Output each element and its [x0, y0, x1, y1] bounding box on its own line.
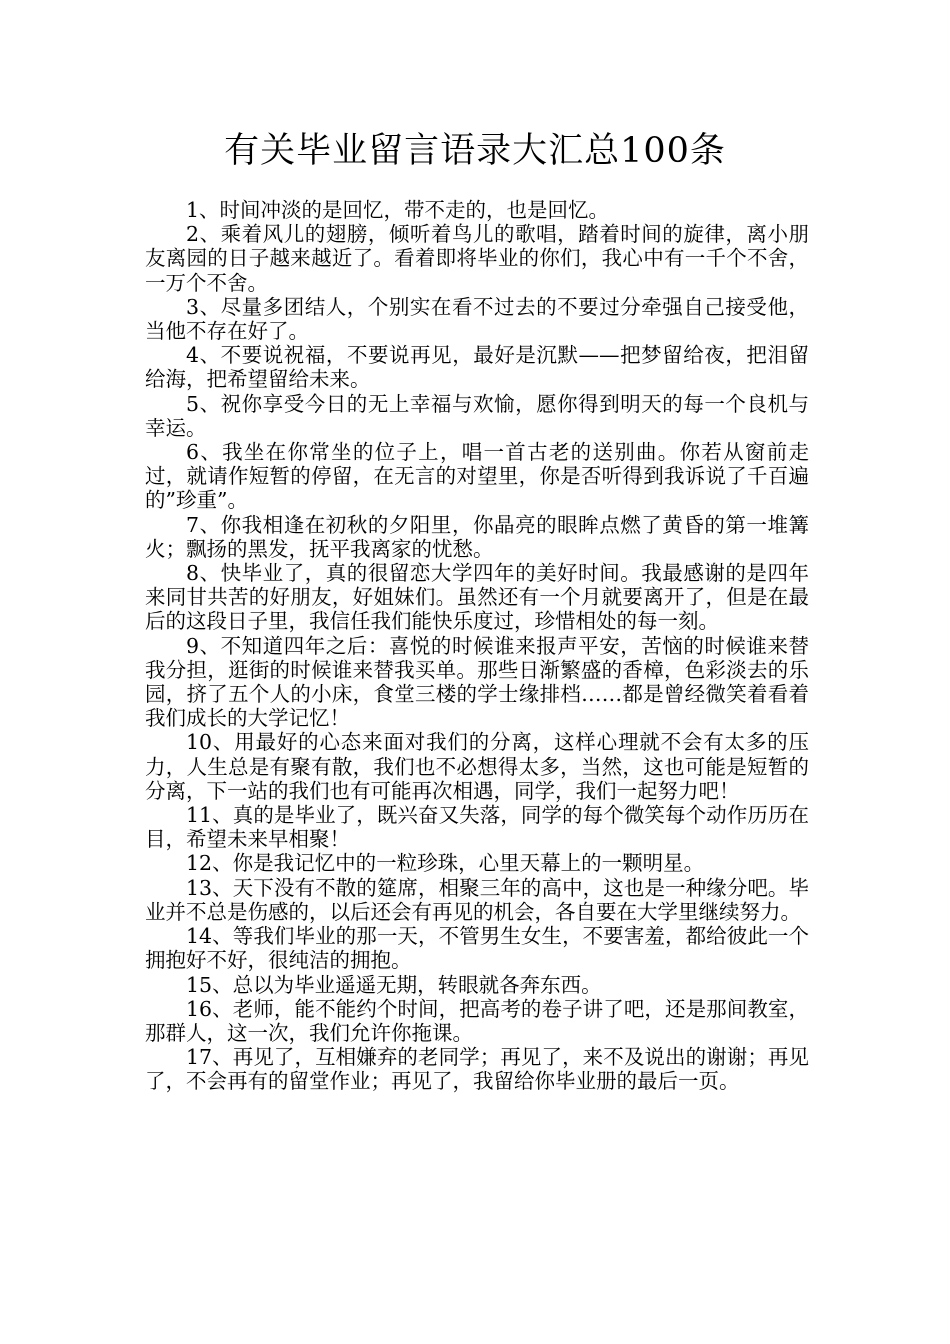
paragraph: 9、不知道四年之后：喜悦的时候谁来报声平安，苦恼的时候谁来替我分担，逛街的时候谁来替我买单。那些日渐繁盛的香樟，色彩淡去的乐园，挤了五个人的小床，食堂三楼的学士缘排档……都是曾经微笑着看着我们成长的大学记忆！: [145, 633, 809, 731]
paragraph: 6、我坐在你常坐的位子上，唱一首古老的送别曲。你若从窗前走过，就请作短暂的停留，在无言的对望里，你是否听得到我诉说了千百遍的”珍重”。: [145, 440, 809, 513]
paragraph: 10、用最好的心态来面对我们的分离，这样心理就不会有太多的压力，人生总是有聚有散，我们也不必想得太多，当然，这也可能是短暂的分离，下一站的我们也有可能再次相遇，同学，我们一起努力吧！: [145, 730, 809, 803]
paragraph: 5、祝你享受今日的无上幸福与欢愉，愿你得到明天的每一个良机与幸运。: [145, 391, 809, 440]
paragraph: 14、等我们毕业的那一天，不管男生女生，不要害羞，都给彼此一个拥抱好不好，很纯洁的拥抱。: [145, 924, 809, 973]
paragraph: 7、你我相逢在初秋的夕阳里，你晶亮的眼眸点燃了黄昏的第一堆篝火；飘扬的黑发，抚平我离家的忧愁。: [145, 512, 809, 561]
paragraph: 4、不要说祝福，不要说再见，最好是沉默——把梦留给夜，把泪留给海，把希望留给未来。: [145, 343, 809, 392]
paragraph: 1、时间冲淡的是回忆，带不走的，也是回忆。: [186, 198, 610, 222]
paragraph: 11、真的是毕业了，既兴奋又失落，同学的每个微笑每个动作历历在目，希望未来早相聚！: [145, 803, 809, 852]
paragraph: 3、尽量多团结人，个别实在看不过去的不要过分牵强自己接受他，当他不存在好了。: [145, 294, 809, 344]
paragraph: 2、乘着风儿的翅膀，倾听着鸟儿的歌唱，踏着时间的旋律，离小朋友离园的日子越来越近了。看着即将毕业的你们，我心中有一千个不舍，一万个不舍。: [145, 222, 809, 295]
paragraph: 17、再见了，互相嫌弃的老同学；再见了，来不及说出的谢谢；再见了，不会再有的留堂作业；再见了，我留给你毕业册的最后一页。: [145, 1045, 809, 1094]
document-body: [145, 198, 809, 1094]
paragraph: 16、老师，能不能约个时间，把高考的卷子讲了吧，还是那间教室，那群人，这一次，我们允许你拖课。: [145, 996, 809, 1045]
document-title: 有关毕业留言语录大汇总100条: [224, 131, 726, 171]
paragraph: 12、你是我记忆中的一粒珍珠，心里天幕上的一颗明星。: [186, 851, 705, 876]
paragraph: 15、总以为毕业遥遥无期，转眼就各奔东西。: [186, 972, 602, 997]
paragraph: 13、天下没有不散的筵席，相聚三年的高中，这也是一种缘分吧。毕业并不总是伤感的，以后还会有再见的机会，各自要在大学里继续努力。: [145, 875, 809, 924]
paragraph: 8、快毕业了，真的很留恋大学四年的美好时间。我最感谢的是四年来同甘共苦的好朋友，好姐妹们。虽然还有一个月就要离开了，但是在最后的这段日子里，我信任我们能快乐度过，珍惜相处的每一刻。: [145, 561, 809, 634]
